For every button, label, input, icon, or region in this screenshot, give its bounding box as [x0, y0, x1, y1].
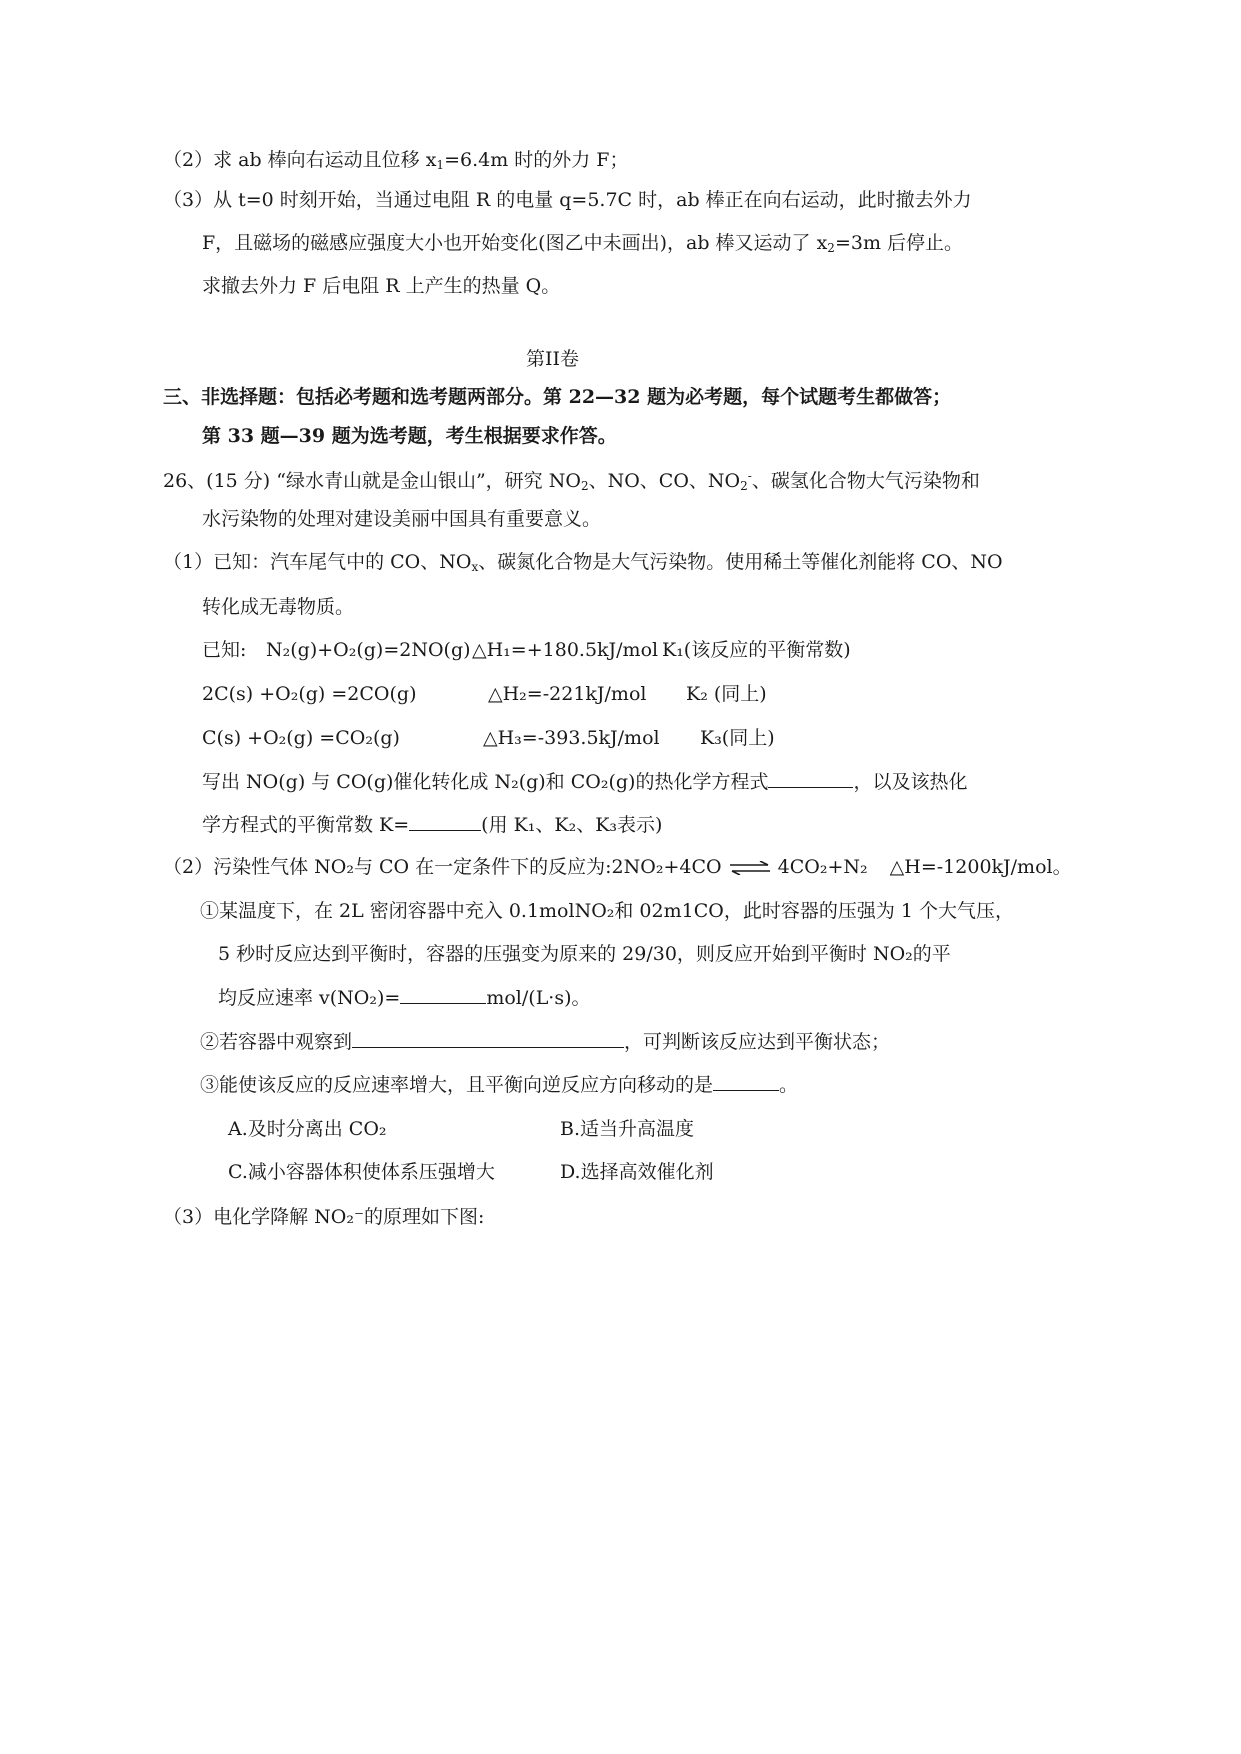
reaction-2-equation: 2C(s) +O₂(g) =2CO(g): [202, 683, 417, 705]
q26-sub2-text: ②若容器中观察到: [200, 1031, 353, 1053]
q26-part3: （3）电化学降解 NO₂⁻的原理如下图:: [163, 1206, 485, 1228]
q26-sub3-text: ③能使该反应的反应速率增大，且平衡向逆反应方向移动的是: [200, 1074, 714, 1096]
q25-part2-tail: =6.4m 时的外力 F；: [444, 149, 629, 171]
reaction-2-enthalpy: △H₂=-221kJ/mol: [488, 683, 647, 705]
option-d[interactable]: D.选择高效催化剂: [560, 1161, 714, 1183]
q26-sub2-tail: ，可判断该反应达到平衡状态；: [624, 1031, 891, 1053]
q26-sub1-line1: ①某温度下，在 2L 密闭容器中充入 0.1molNO₂和 02m1CO，此时容器的压强为 1 个大气压，: [200, 900, 1014, 922]
reaction-1-constant: K₁(该反应的平衡常数): [662, 639, 851, 661]
q26-sub1-line3-text: 均反应速率 v(NO₂)=: [218, 987, 401, 1009]
q25-part3-line2: [202, 229, 963, 262]
q26-part2: [163, 853, 1072, 881]
q26-part1-text-a: （1）已知：汽车尾气中的 CO、NO: [163, 551, 472, 573]
known-label: 已知:: [202, 639, 247, 661]
q25-part2: [163, 146, 628, 179]
q26-ask2-tail: (用 K₁、K₂、K₃表示): [481, 814, 663, 836]
reaction-3-equation: C(s) +O₂(g) =CO₂(g): [202, 727, 400, 749]
subscript: 2: [740, 479, 748, 493]
q26-intro-line1: [163, 462, 980, 500]
subscript: x: [471, 560, 479, 574]
answer-blank-equation[interactable]: [768, 767, 853, 788]
option-b[interactable]: B.适当升高温度: [560, 1118, 695, 1140]
subscript: 2: [580, 479, 589, 493]
volume-title: 第II卷: [526, 348, 580, 370]
reaction-1-enthalpy: △H₁=+180.5kJ/mol: [472, 639, 659, 661]
q26-ask1-text: 写出 NO(g) 与 CO(g)催化转化成 N₂(g)和 CO₂(g)的热化学方程式: [202, 771, 769, 793]
q26-sub1-line3: [218, 983, 591, 1012]
reaction-2-constant: K₂ (同上): [686, 683, 767, 705]
section-heading-line1: 三、非选择题：包括必考题和选考题两部分。第 22—32 题为必考题，每个试题考生都做答；: [163, 386, 952, 408]
option-c[interactable]: C.减小容器体积使体系压强增大: [228, 1161, 495, 1183]
reaction-1-equation: N₂(g)+O₂(g)=2NO(g): [266, 639, 471, 661]
q25-part3-line3: 求撤去外力 F 后电阻 R 上产生的热量 Q。: [202, 275, 561, 297]
answer-blank-k[interactable]: [409, 810, 481, 831]
equilibrium-arrow-icon: [728, 861, 772, 875]
q26-part1-text-b: 、碳氮化合物是大气污染物。使用稀土等催化剂能将 CO、NO: [478, 551, 1003, 573]
q26-part1-line1: [163, 548, 1003, 581]
q26-intro-text-a: 26、(15 分) “绿水青山就是金山银山”，研究 NO: [163, 470, 581, 492]
reaction-3-constant: K₃(同上): [700, 727, 775, 749]
q25-part3-line2-tail: =3m 后停止。: [834, 232, 964, 254]
q26-sub3-tail: 。: [779, 1074, 799, 1096]
q25-part2-text: （2）求 ab 棒向右运动且位移 x: [163, 149, 437, 171]
q26-sub3: [200, 1070, 798, 1099]
q25-part3-line2-text: F，且磁场的磁感应强度大小也开始变化(图乙中未画出)，ab 棒又运动了 x: [202, 232, 828, 254]
q26-ask2: [202, 810, 662, 839]
q26-sub1-line2: 5 秒时反应达到平衡时，容器的压强变为原来的 29/30，则反应开始到平衡时 NO₂的平: [218, 943, 951, 965]
superscript: -: [747, 469, 752, 483]
reaction-3-enthalpy: △H₃=-393.5kJ/mol: [483, 727, 660, 749]
q26-part2-enthalpy: △H=-1200kJ/mol。: [889, 856, 1072, 878]
q26-ask1-tail: ，以及该热化: [853, 771, 968, 793]
q26-intro-text-c: 、碳氢化合物大气污染物和: [751, 470, 980, 492]
q26-intro-line2: 水污染物的处理对建设美丽中国具有重要意义。: [202, 508, 602, 530]
q26-sub1-line3-unit: mol/(L·s)。: [486, 987, 591, 1009]
answer-blank-observation[interactable]: [352, 1027, 624, 1048]
subscript: 1: [436, 158, 445, 172]
q25-part3-line1: （3）从 t=0 时刻开始，当通过电阻 R 的电量 q=5.7C 时，ab 棒正在向右运动，此时撤去外力: [163, 189, 972, 211]
option-a[interactable]: A.及时分离出 CO₂: [228, 1118, 387, 1140]
q26-part2-products: 4CO₂+N₂: [777, 856, 868, 878]
answer-blank-rate[interactable]: [400, 983, 486, 1004]
q26-part1-line2: 转化成无毒物质。: [202, 596, 355, 618]
answer-blank-choice[interactable]: [713, 1070, 779, 1091]
subscript: 2: [827, 241, 835, 255]
q26-ask2-text: 学方程式的平衡常数 K=: [202, 814, 410, 836]
q26-part2-text: （2）污染性气体 NO₂与 CO 在一定条件下的反应为:2NO₂+4CO: [163, 856, 722, 878]
section-heading-line2: 第 33 题—39 题为选考题，考生根据要求作答。: [202, 425, 617, 447]
q26-ask1: [202, 767, 967, 796]
q26-intro-text-b: 、NO、CO、NO: [588, 470, 741, 492]
q26-sub2: [200, 1027, 890, 1056]
